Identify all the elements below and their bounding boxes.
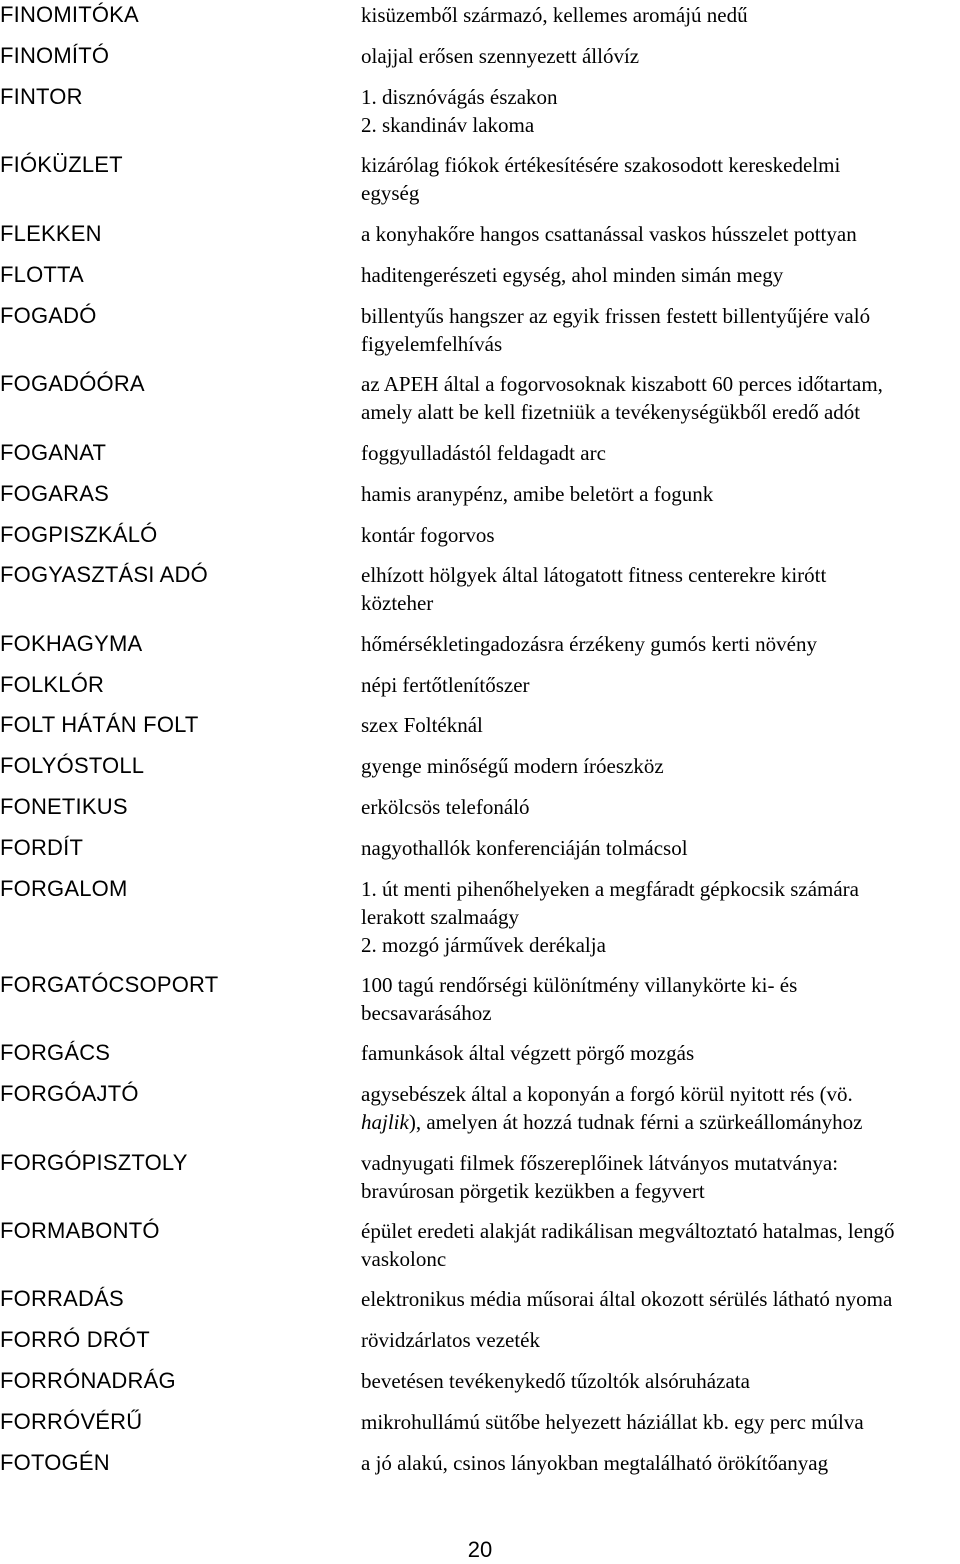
definition-text: ), amelyen át hozzá tudnak férni a szürkeállományhoz xyxy=(408,1110,863,1134)
entry-term: FOLKLÓR xyxy=(0,672,105,697)
entry-term: FOLYÓSTOLL xyxy=(0,753,145,778)
entry-definition xyxy=(361,1285,959,1313)
entry-term: FORMABONTÓ xyxy=(0,1218,160,1243)
entry-definition xyxy=(361,752,959,780)
definition-line: 1. út menti pihenőhelyeken a megfáradt gépkocsik számára xyxy=(361,877,859,901)
entry-definition xyxy=(361,561,959,617)
entry-definition xyxy=(361,83,959,139)
entry-definition xyxy=(361,1449,959,1477)
entry-term: FOGADÓ xyxy=(0,303,97,328)
entry-definition xyxy=(361,1326,959,1354)
definition-line: bevetésen tevékenykedő tűzoltók alsóruházata xyxy=(361,1369,750,1393)
definition-line: famunkások által végzett pörgő mozgás xyxy=(361,1041,695,1065)
entry-term: FORGATÓCSOPORT xyxy=(0,972,219,997)
definition-line: hőmérsékletingadozásra érzékeny gumós kerti növény xyxy=(361,632,818,656)
entry-definition xyxy=(361,1149,959,1205)
entry-definition xyxy=(361,151,959,207)
definition-line: haditengerészeti egység, ahol minden simán megy xyxy=(361,263,784,287)
entry-term: FORGÁCS xyxy=(0,1040,111,1065)
entry-definition xyxy=(361,971,959,1027)
entry-definition xyxy=(361,1039,959,1067)
entry-definition xyxy=(361,370,959,426)
entry-definition xyxy=(361,834,959,862)
definition-line: a jó alakú, csinos lányokban megtalálható örökítőanyag xyxy=(361,1451,829,1475)
definition-line: billentyűs hangszer az egyik frissen festett billentyűjére való xyxy=(361,304,871,328)
entry-term: FINOMITÓKA xyxy=(0,2,139,27)
entry-term: FORRÓVÉRŰ xyxy=(0,1409,143,1434)
entry-definition xyxy=(361,1408,959,1436)
definition-line xyxy=(361,1108,959,1136)
definition-line: 2. skandináv lakoma xyxy=(361,113,535,137)
entry-definition xyxy=(361,711,959,739)
entry-definition xyxy=(361,630,959,658)
definition-line: kisüzemből származó, kellemes aromájú nedű xyxy=(361,3,748,27)
definition-line: agysebészek által a koponyán a forgó körül nyitott rés (vö. xyxy=(361,1082,853,1106)
definition-line: épület eredeti alakját radikálisan megváltoztató hatalmas, lengő xyxy=(361,1219,895,1243)
entry-definition xyxy=(361,261,959,289)
entry-term: FORRÓNADRÁG xyxy=(0,1368,176,1393)
definition-line: népi fertőtlenítőszer xyxy=(361,673,530,697)
definition-line: gyenge minőségű modern íróeszköz xyxy=(361,754,664,778)
entry-term: FORGÓPISZTOLY xyxy=(0,1150,188,1175)
definition-line: 1. disznóvágás északon xyxy=(361,85,558,109)
definition-line: vaskolonc xyxy=(361,1247,447,1271)
definition-line: lerakott szalmaágy xyxy=(361,905,520,929)
definition-line: elektronikus média műsorai által okozott sérülés látható nyoma xyxy=(361,1287,893,1311)
definition-line: hamis aranypénz, amibe beletört a fogunk xyxy=(361,482,714,506)
entry-definition xyxy=(361,521,959,549)
definition-line: kontár fogorvos xyxy=(361,523,495,547)
definition-line: elhízott hölgyek által látogatott fitness centerekre kirótt xyxy=(361,563,827,587)
definition-line: becsavarásához xyxy=(361,1001,492,1025)
entry-definition xyxy=(361,1,959,29)
entry-definition xyxy=(361,793,959,821)
entry-definition xyxy=(361,220,959,248)
entry-term: FORGÓAJTÓ xyxy=(0,1081,139,1106)
entry-term: FOLT HÁTÁN FOLT xyxy=(0,712,199,737)
entry-term: FOGADÓÓRA xyxy=(0,371,145,396)
definition-line: 100 tagú rendőrségi különítmény villanykörte ki- és xyxy=(361,973,798,997)
entry-term: FONETIKUS xyxy=(0,794,128,819)
entry-term: FIÓKÜZLET xyxy=(0,152,123,177)
entry-term: FOGANAT xyxy=(0,440,107,465)
definition-line: a konyhakőre hangos csattanással vaskos hússzelet pottyan xyxy=(361,222,857,246)
entry-term: FORDÍT xyxy=(0,835,84,860)
entry-definition xyxy=(361,875,959,959)
entry-definition xyxy=(361,1367,959,1395)
entry-term: FLEKKEN xyxy=(0,221,102,246)
definition-line: amely alatt be kell fizetniük a tevékenységükből eredő adót xyxy=(361,400,861,424)
entry-term: FORRÓ DRÓT xyxy=(0,1327,150,1352)
entry-definition xyxy=(361,302,959,358)
entry-definition xyxy=(361,42,959,70)
definition-line: nagyothallók konferenciáján tolmácsol xyxy=(361,836,688,860)
definition-line: vadnyugati filmek főszereplőinek látványos mutatványa: xyxy=(361,1151,839,1175)
entry-term: FORRADÁS xyxy=(0,1286,124,1311)
definition-line: egység xyxy=(361,181,420,205)
definition-line: erkölcsös telefonáló xyxy=(361,795,530,819)
definition-line: figyelemfelhívás xyxy=(361,332,503,356)
entry-definition xyxy=(361,1080,959,1136)
entry-term: FINTOR xyxy=(0,84,83,109)
definition-line: foggyulladástól feldagadt arc xyxy=(361,441,606,465)
definition-line: mikrohullámú sütőbe helyezett háziállat kb. egy perc múlva xyxy=(361,1410,864,1434)
definition-line: szex Foltéknál xyxy=(361,713,483,737)
definition-line: az APEH által a fogorvosoknak kiszabott 60 perces időtartam, xyxy=(361,372,883,396)
definition-line: kizárólag fiókok értékesítésére szakosodott kereskedelmi xyxy=(361,153,841,177)
entry-term: FLOTTA xyxy=(0,262,84,287)
definition-line: bravúrosan pörgetik kezükben a fegyvert xyxy=(361,1179,705,1203)
italic-reference: hajlik xyxy=(361,1110,409,1134)
entry-definition xyxy=(361,1217,959,1273)
entry-term: FORGALOM xyxy=(0,876,128,901)
entry-term: FOKHAGYMA xyxy=(0,631,143,656)
entry-term: FOGPISZKÁLÓ xyxy=(0,522,158,547)
entry-definition xyxy=(361,480,959,508)
definition-line: közteher xyxy=(361,591,434,615)
definition-line: olajjal erősen szennyezett állóvíz xyxy=(361,44,640,68)
entry-term: FOGYASZTÁSI ADÓ xyxy=(0,562,208,587)
entry-definition xyxy=(361,671,959,699)
entry-definition xyxy=(361,439,959,467)
definition-line: rövidzárlatos vezeték xyxy=(361,1328,540,1352)
page-number: 20 xyxy=(467,1537,493,1562)
definition-line: 2. mozgó járművek derékalja xyxy=(361,933,606,957)
entry-term: FINOMÍTÓ xyxy=(0,43,110,68)
entry-term: FOGARAS xyxy=(0,481,109,506)
entry-term: FOTOGÉN xyxy=(0,1450,110,1475)
